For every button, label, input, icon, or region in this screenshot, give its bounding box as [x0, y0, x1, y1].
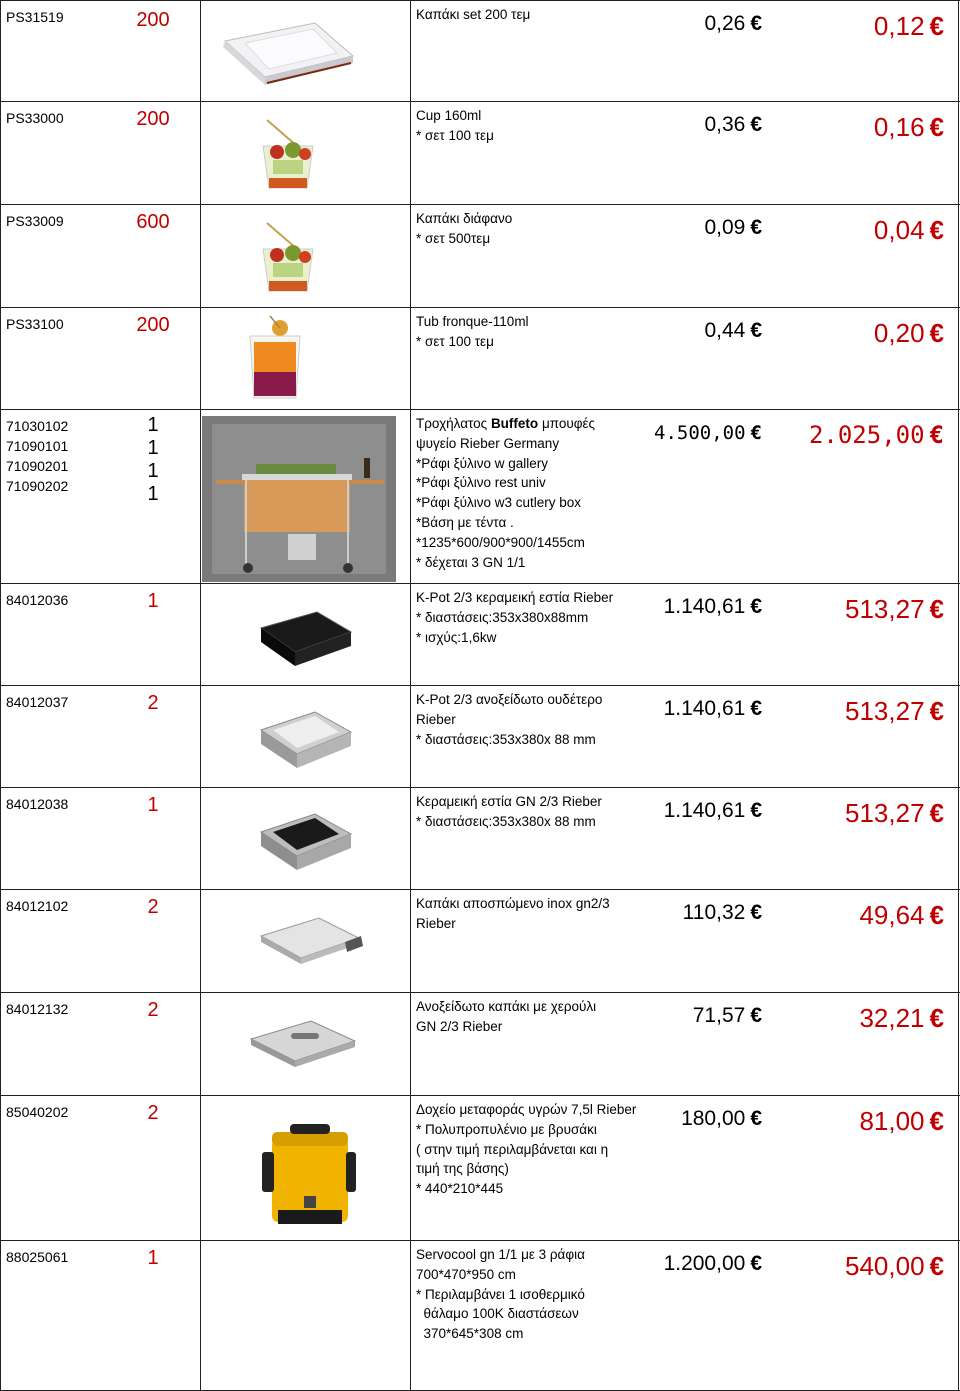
quantity: 1	[147, 794, 159, 816]
table-row	[0, 0, 960, 102]
product-code: PS33009	[6, 213, 64, 229]
product-description: Τροχήλατος Buffeto μπουφές ψυγείο Rieber Germany *Ράφι ξύλινο w gallery *Ράφι ξύλινο rest univ *Ράφι ξύλινο w3 cutlery box *Βάση με τέντα . *1235*600/900*900/1455cm * δέχεται 3 GN 1/1	[416, 416, 596, 570]
product-description: Tub fronque-110ml * σετ 100 τεμ	[416, 314, 529, 349]
list-price: 1.140,61 €	[663, 697, 762, 720]
product-description: Δοχείο μεταφοράς υγρών 7,5l Rieber * Πολυπροπυλένιο με βρυσάκι ( στην τιμή περιλαμβάνεται και η τιμή της βάσης) * 440*210*445	[416, 1102, 637, 1197]
list-price: 180,00 €	[681, 1107, 762, 1130]
product-description: Κεραμεική εστία GN 2/3 Rieber * διαστάσεις:353x380x 88 mm	[416, 794, 602, 829]
sale-price: 513,27 €	[845, 798, 944, 828]
cup-dessert-image	[255, 116, 325, 196]
product-description: Cup 160ml * σετ 100 τεμ	[416, 108, 494, 143]
product-code: 85040202	[6, 1104, 69, 1120]
product-description: K-Pot 2/3 κεραμεική εστία Rieber * διαστάσεις:353x380x88mm * ισχύς:1,6kw	[416, 590, 614, 645]
table-row	[0, 993, 960, 1096]
product-code: PS31519	[6, 9, 64, 25]
list-price: 0,26 €	[704, 12, 762, 35]
quantity: 200	[136, 108, 170, 130]
quantity: 600	[136, 211, 170, 233]
sale-price: 49,64 €	[859, 900, 944, 930]
product-code: 84012102	[6, 898, 69, 914]
quantity: 2	[147, 896, 159, 918]
liquid-transport-container-image	[258, 1122, 358, 1232]
list-price: 1.200,00 €	[663, 1252, 762, 1275]
list-price: 110,32 €	[682, 901, 762, 924]
product-description: Servocool gn 1/1 με 3 ράφια 700*470*950 cm * Περιλαμβάνει 1 ισοθερμικό θάλαμο 100Κ διαστάσεων 370*645*308 cm	[416, 1247, 585, 1342]
sale-price: 0,16 €	[873, 112, 944, 142]
lid-with-handle-image	[245, 1017, 360, 1073]
quantity: 2	[147, 692, 159, 714]
sale-price: 0,12 €	[873, 11, 944, 41]
tub-dessert-image	[240, 314, 310, 406]
buffeto-trolley-image	[202, 416, 396, 582]
table-row	[0, 686, 960, 788]
sale-price: 513,27 €	[845, 696, 944, 726]
list-price: 71,57 €	[692, 1004, 762, 1027]
sale-price: 0,04 €	[873, 215, 944, 245]
table-row	[0, 1241, 960, 1391]
removable-lid-image	[255, 912, 365, 972]
quantity-list: 1 1 1 1	[147, 414, 159, 505]
table-row	[0, 890, 960, 993]
list-price: 1.140,61 €	[663, 799, 762, 822]
list-price: 4.500,00 €	[654, 422, 762, 444]
clear-lid-set-image	[205, 11, 355, 91]
quantity: 2	[147, 1102, 159, 1124]
table-row	[0, 102, 960, 205]
list-price: 0,36 €	[704, 113, 762, 136]
table-row	[0, 205, 960, 308]
product-code: 84012038	[6, 796, 69, 812]
table-row	[0, 410, 960, 584]
product-code: PS33000	[6, 110, 64, 126]
list-price: 1.140,61 €	[663, 595, 762, 618]
list-price: 0,09 €	[704, 216, 762, 239]
quantity: 200	[136, 314, 170, 336]
product-description: Ανοξείδωτο καπάκι με χερούλι GN 2/3 Rieber	[416, 999, 597, 1034]
product-code: 88025061	[6, 1249, 69, 1265]
sale-price: 2.025,00 €	[808, 421, 944, 449]
product-code-list: 71030102 71090101 71090201 71090202	[6, 418, 69, 494]
sale-price: 0,20 €	[873, 318, 944, 348]
product-code: PS33100	[6, 316, 64, 332]
table-row	[0, 584, 960, 686]
table-row	[0, 788, 960, 890]
product-code: 84012132	[6, 1001, 69, 1017]
sale-price: 32,21 €	[859, 1003, 944, 1033]
ceramic-hob-image	[255, 806, 355, 876]
product-description: Καπάκι set 200 τεμ	[416, 7, 531, 22]
quantity: 1	[147, 590, 159, 612]
product-description: Καπάκι αποσπώμενο inox gn2/3 Rieber	[416, 896, 610, 931]
table-row	[0, 308, 960, 410]
quantity: 2	[147, 999, 159, 1021]
product-description: K-Pot 2/3 ανοξείδωτο ουδέτερο Rieber * διαστάσεις:353x380x 88 mm	[416, 692, 603, 747]
sale-price: 81,00 €	[859, 1106, 944, 1136]
product-code: 84012036	[6, 592, 69, 608]
quantity: 200	[136, 9, 170, 31]
sale-price: 513,27 €	[845, 594, 944, 624]
k-pot-ceramic-image	[255, 604, 355, 670]
product-description: Καπάκι διάφανο * σετ 500τεμ	[416, 211, 513, 246]
cup-dessert-image	[255, 219, 325, 299]
quantity: 1	[147, 1247, 159, 1269]
k-pot-stainless-image	[255, 704, 355, 774]
product-code: 84012037	[6, 694, 69, 710]
list-price: 0,44 €	[704, 319, 762, 342]
table-row	[0, 1096, 960, 1241]
sale-price: 540,00 €	[845, 1251, 944, 1281]
